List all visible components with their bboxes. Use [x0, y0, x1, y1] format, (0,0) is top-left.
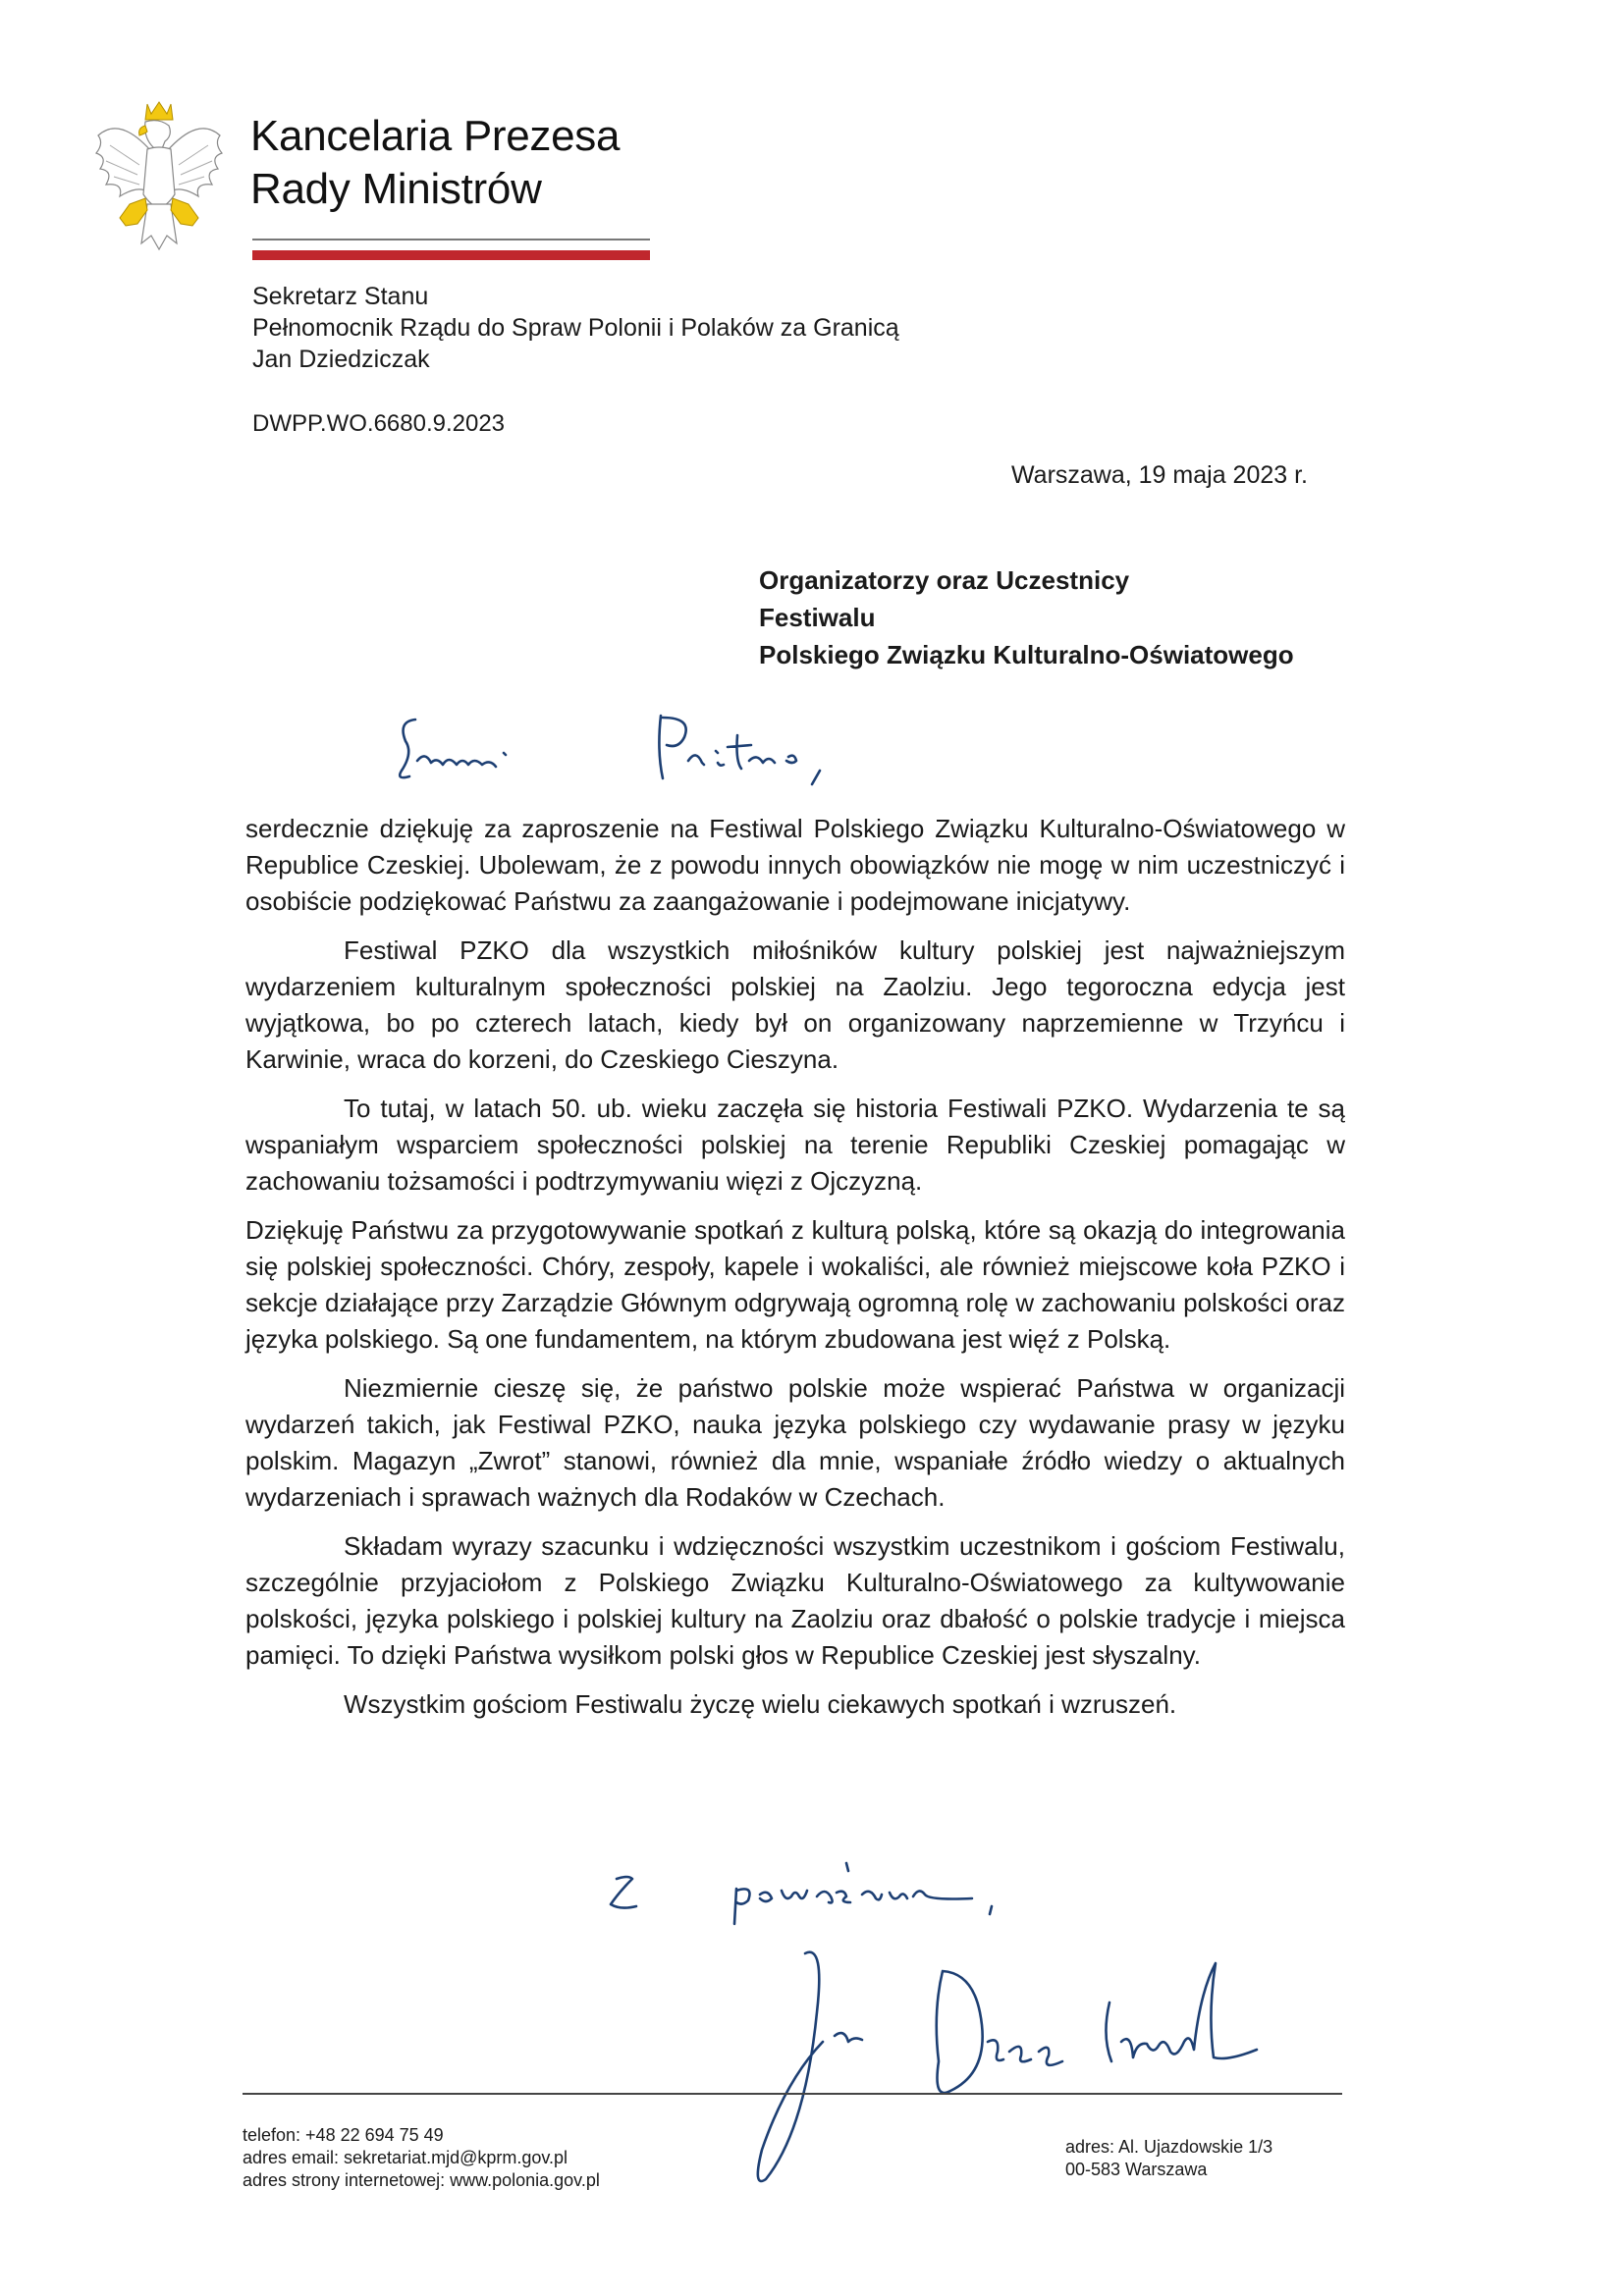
handwritten-salutation: [388, 702, 938, 800]
recipient-line1: Organizatorzy oraz Uczestnicy: [759, 565, 1130, 595]
footer-divider: [243, 2093, 1342, 2095]
body-paragraph-closing-wish: Wszystkim gościom Festiwalu życzę wielu ciekawych spotkań i wzruszeń.: [344, 1689, 1177, 1719]
footer-email[interactable]: adres email: sekretariat.mjd@kprm.gov.pl: [243, 2148, 568, 2167]
footer-phone: telefon: +48 22 694 75 49: [243, 2125, 444, 2145]
letterhead-red-bar: [252, 250, 650, 260]
body-paragraph-6: Składam wyrazy szacunku i wdzięczności wszystkim uczestnikom i gościom Festiwalu, szczególnie przyjaciołom z Polskiego Związku Kulturalno-Oświatowego za kultywowanie polskości, języka polskiego i polskiej kultury na Zaolziu oraz dbałość o polskie tradycje i miejsca pamięci. To dzięki Państwa wysiłkom polski głos w Republice Czeskiej jest słyszalny.: [245, 1531, 1345, 1670]
letter-body: [245, 811, 1345, 1735]
recipient-line3: Polskiego Związku Kulturalno-Oświatowego: [759, 640, 1294, 669]
handwritten-closing: [589, 1845, 1100, 1934]
body-paragraph-2: Festiwal PZKO dla wszystkich miłośników kultury polskiej jest najważniejszym wydarzeniem kulturalnym społeczności polskiej na Zaolziu. Jego tegoroczna edycja jest wyjątkowa, bo po czterech latach, kiedy był on organizowany naprzemienne w Trzyńcu i Karwinie, wraca do korzeni, do Czeskiego Cieszyna.: [245, 935, 1345, 1074]
body-paragraph-1: serdecznie dziękuję za zaproszenie na Festiwal Polskiego Związku Kulturalno-Oświatowego w Republice Czeskiej. Ubolewam, że z powodu innych obowiązków nie mogę w nim uczestniczyć i osobiście podziękować Państwu za zaangażowanie i podejmowane inicjatywy.: [245, 814, 1345, 916]
body-paragraph-3: To tutaj, w latach 50. ub. wieku zaczęła się historia Festiwali PZKO. Wydarzenia te są wspaniałym wsparciem społeczności polskiej na terenie Republiki Czeskiej pomagając w zachowaniu tożsamości i podtrzymywaniu więzi z Ojczyzną.: [245, 1094, 1345, 1196]
letterhead-divider: [252, 239, 650, 240]
body-paragraph-5: Niezmiernie cieszę się, że państwo polskie może wspierać Państwa w organizacji wydarzeń takich, jak Festiwal PZKO, nauka języka polskiego czy wydawanie prasy w języku polskim. Magazyn „Zwrot” stanowi, również dla mnie, wspaniałe źródło wiedzy o aktualnych wydarzeniach i sprawach ważnych dla Rodaków w Czechach.: [245, 1373, 1345, 1512]
footer-website[interactable]: adres strony internetowej: www.polonia.gov.pl: [243, 2170, 600, 2190]
recipient-line2: Festiwalu: [759, 603, 876, 632]
footer-address-street: adres: Al. Ujazdowskie 1/3: [1065, 2137, 1273, 2157]
sender-block: [252, 281, 899, 375]
polish-eagle-emblem-icon: [90, 96, 228, 253]
reference-number: DWPP.WO.6680.9.2023: [252, 410, 506, 437]
letter-date: Warszawa, 19 maja 2023 r.: [1011, 461, 1308, 489]
footer-address: [1065, 2136, 1272, 2181]
institution-name-line2: Rady Ministrów: [250, 165, 542, 213]
recipient-block: [759, 561, 1294, 673]
footer-address-city: 00-583 Warszawa: [1065, 2160, 1208, 2179]
body-paragraph-4: Dziękuję Państwu za przygotowywanie spotkań z kulturą polską, które są okazją do integrowania się polskiej społeczności. Chóry, zespoły, kapele i wokaliści, ale również miejscowe koła PZKO i sekcje działające przy Zarządzie Głównym odgrywają ogromną rolę w zachowaniu polskości oraz języka polskiego. Są one fundamentem, na którym zbudowana jest więź z Polską.: [245, 1215, 1345, 1354]
institution-name-line1: Kancelaria Prezesa: [250, 112, 621, 160]
sender-position: Pełnomocnik Rządu do Spraw Polonii i Polaków za Granicą: [252, 314, 899, 342]
footer-contact: [243, 2124, 600, 2192]
institution-name: [250, 110, 620, 216]
sender-title: Sekretarz Stanu: [252, 283, 429, 310]
sender-name: Jan Dziedziczak: [252, 346, 430, 373]
